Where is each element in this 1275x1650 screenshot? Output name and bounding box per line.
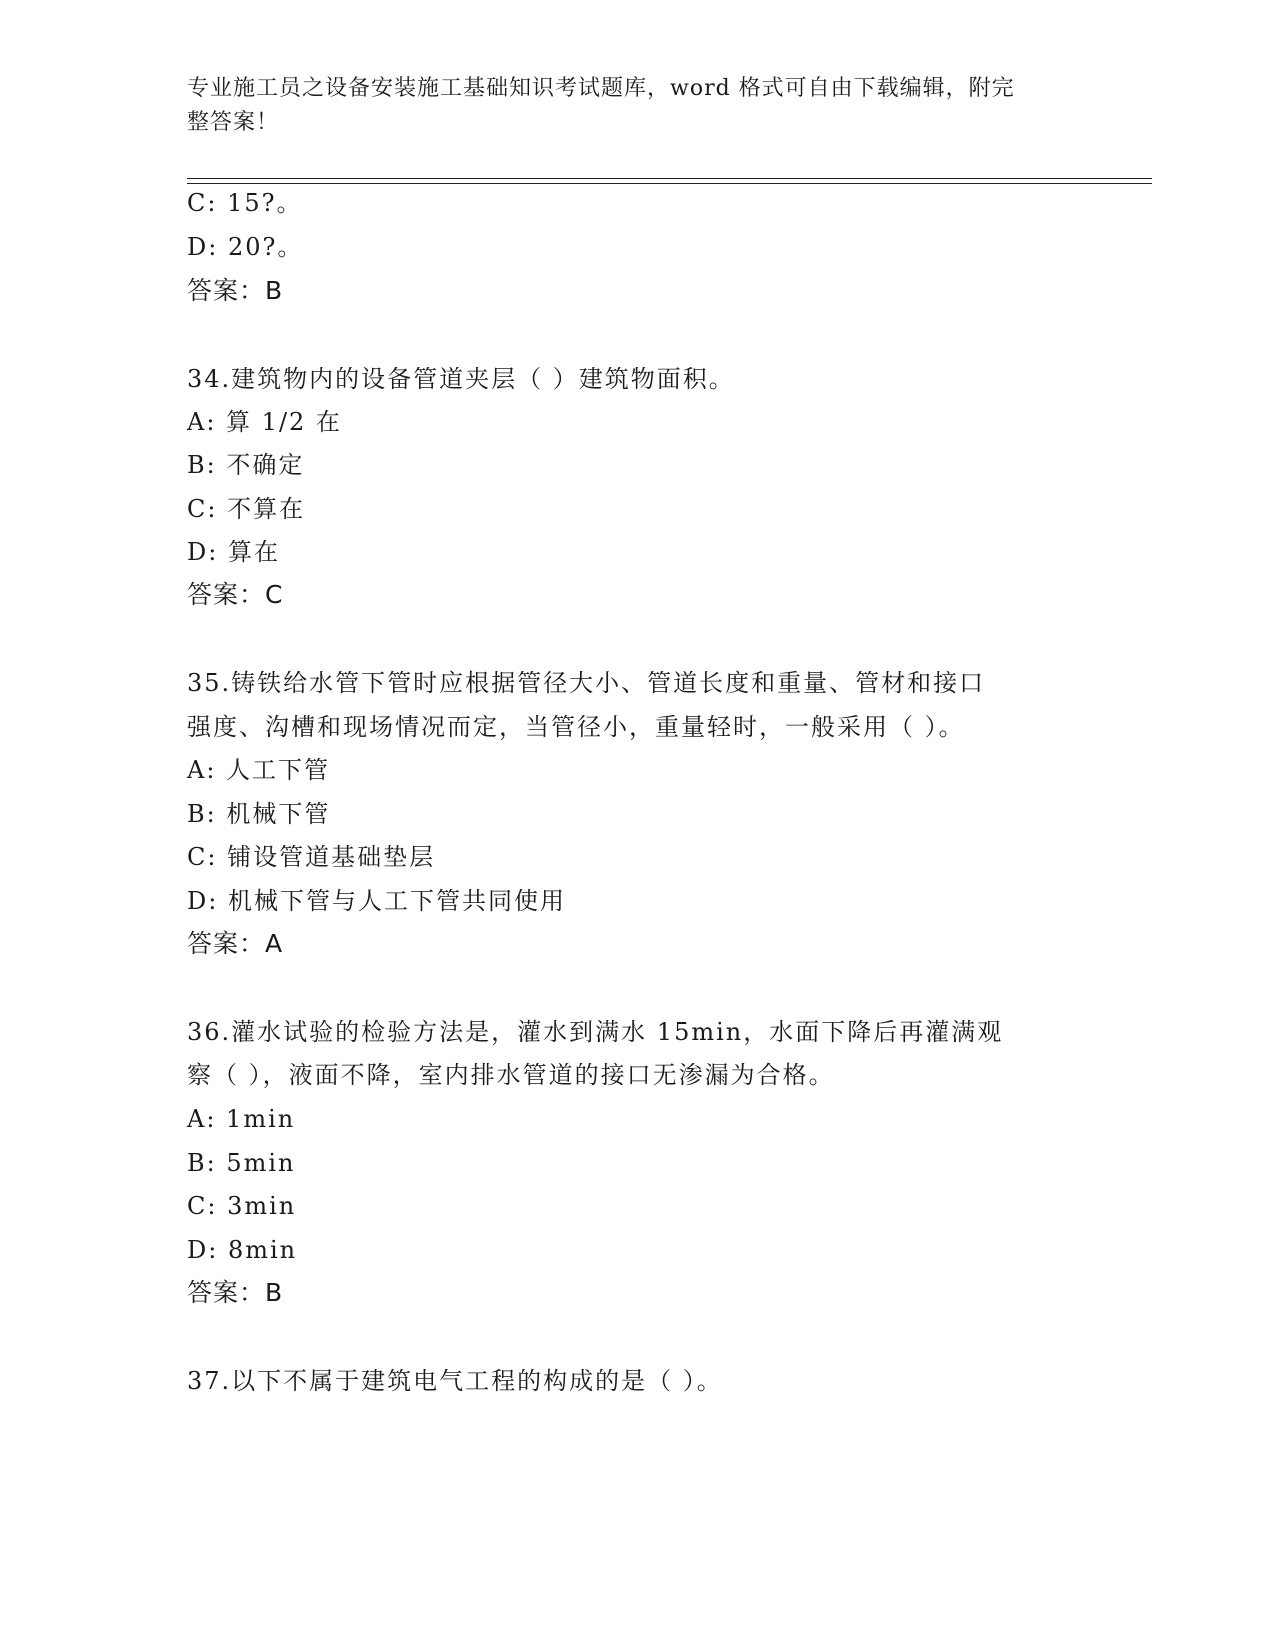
question-37-stem: 37.以下不属于建筑电气工程的构成的是（ ）。 bbox=[187, 1367, 723, 1395]
option-c: C: 3min bbox=[187, 1192, 297, 1220]
option-a: A: 算 1/2 在 bbox=[187, 408, 342, 436]
option-d: D: 8min bbox=[187, 1236, 298, 1264]
option-b: B: 机械下管 bbox=[187, 800, 331, 828]
header-divider-bottom bbox=[187, 183, 1152, 184]
page-header bbox=[187, 72, 1067, 140]
option-d: D: 机械下管与人工下管共同使用 bbox=[187, 887, 566, 915]
option-d: D: 算在 bbox=[187, 538, 280, 566]
option-b: B: 不确定 bbox=[187, 451, 305, 479]
question-36-stem-line-1: 36.灌水试验的检验方法是，灌水到满水 15min，水面下降后再灌满观 bbox=[187, 1018, 1004, 1046]
question-36-stem-line-2: 察（ ），液面不降，室内排水管道的接口无渗漏为合格。 bbox=[187, 1061, 835, 1089]
header-line-2: 整答案！ bbox=[187, 110, 280, 135]
answer: 答案：B bbox=[187, 1278, 284, 1307]
question-35-stem-line-2: 强度、沟槽和现场情况而定，当管径小，重量轻时，一般采用（ ）。 bbox=[187, 713, 965, 741]
question-34-stem: 34.建筑物内的设备管道夹层（ ）建筑物面积。 bbox=[187, 365, 735, 393]
answer: 答案：C bbox=[187, 580, 284, 609]
option-a: A: 人工下管 bbox=[187, 756, 331, 784]
option-c: C: 不算在 bbox=[187, 495, 306, 523]
option-d: D: 20?。 bbox=[187, 233, 304, 261]
answer: 答案：B bbox=[187, 276, 284, 305]
option-a: A: 1min bbox=[187, 1105, 296, 1133]
option-c: C: 15?。 bbox=[187, 189, 303, 217]
header-divider-top bbox=[187, 178, 1152, 179]
question-35-stem-line-1: 35.铸铁给水管下管时应根据管径大小、管道长度和重量、管材和接口 bbox=[187, 669, 986, 697]
option-b: B: 5min bbox=[187, 1149, 296, 1177]
option-c: C: 铺设管道基础垫层 bbox=[187, 843, 436, 871]
header-line-1: 专业施工员之设备安装施工基础知识考试题库，word 格式可自由下载编辑，附完 bbox=[187, 76, 1015, 101]
answer: 答案：A bbox=[187, 929, 284, 958]
